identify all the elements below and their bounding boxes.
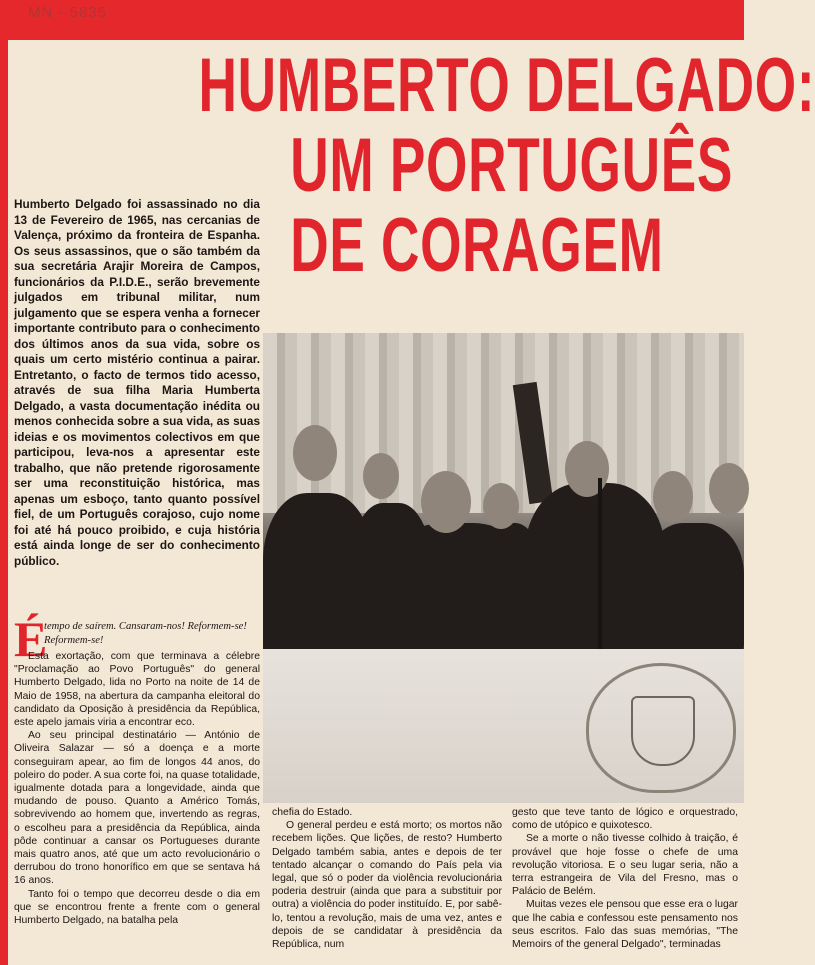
paragraph: chefia do Estado. <box>272 807 353 818</box>
paragraph: Muitas vezes ele pensou que esse era o lugar que lhe cabia e confessou este pensamento nos seus escritos. Falo das suas memórias, "The Memoirs of the general Delgado", terminadas <box>512 899 738 951</box>
photo-head <box>363 453 399 499</box>
paragraph: O general perdeu e está morto; os mortos não recebem lições. Que lições, de resto? Humberto Delgado também sabia, antes e depois de ter tentado alcançar o comando do País pela via legal, que só o poder da violência revolucionária poderia destruir (ainda que para a substituir por outra) a violência do poder instituído. E, por sabê-lo, tentou a revolução, mais de uma vez, antes e depois de se candidatar à presidência da República, num <box>272 820 502 951</box>
photo-head <box>293 425 337 481</box>
lede-quote: tempo de saírem. Cansaram-nos! Reformem-se! Reformem-se! <box>44 621 247 646</box>
rally-photo <box>263 333 744 803</box>
coat-of-arms-icon <box>586 663 736 793</box>
headline-line-3: DE CORAGEM <box>290 203 664 288</box>
body-column-3 <box>512 806 738 951</box>
intro-paragraph: Humberto Delgado foi assassinado no dia 13 de Fevereiro de 1965, nas cercanias de Valença, próximo da fronteira de Espanha. Os seus assassinos, que o são também da sua secretária Arajir Moreira de Campos, funcionários da P.I.D.E., serão brevemente julgados em tribunal militar, num julgamento que se espera venha a fornecer importante contributo para o conhecimento dos últimos anos da sua vida, sobre os quais um certo mistério continua a pairar. Entretanto, o facto de termos tido acesso, através de sua filha Maria Humberta Delgado, a vasta documentação inédita ou menos conhecida sobre a sua vida, as suas ideias e os movimentos colectivos em que participou, leva-nos a apresentar este trabalho, que não pretende rigorosamente ser uma reconstituição histórica, mas apenas um esboço, tanto quanto possível fiel, de um Português corajoso, cujo nome foi até há pouco proibido, e cuja história está ainda longe de ser do conhecimento público. <box>14 197 260 568</box>
photo-microphone <box>598 478 602 658</box>
photo-head <box>653 471 693 523</box>
photo-head <box>421 471 471 533</box>
paragraph: Se a morte o não tivesse colhido à traição, é provável que hoje fosse o chefe de uma revolução vitoriosa. E o seu lugar seria, não a terra estrangeira de Vila del Fresno, mas o Palácio de Belém. <box>512 833 738 898</box>
red-left-border <box>0 0 8 965</box>
headline <box>198 43 815 288</box>
paragraph: Tanto foi o tempo que decorreu desde o dia em que se encontrou frente a frente com o general Humberto Delgado, na batalha pela <box>14 888 260 927</box>
headline-line-2: UM PORTUGUÊS <box>290 123 734 208</box>
photo-head <box>483 483 519 529</box>
photo-figure <box>643 523 744 653</box>
drop-cap: É <box>14 611 48 667</box>
paragraph: Esta exortação, com que terminava a célebre "Proclamação ao Povo Português" do general Humberto Delgado, lida no Porto na noite de 14 de Maio de 1958, na abertura da campanha eleitoral do candidato da Oposição à presidência da República, este apelo jamais viria a encontrar eco. <box>14 651 260 729</box>
photo-head <box>565 441 609 497</box>
paragraph: gesto que teve tanto de lógico e orquestrado, como de utópico e quixotesco. <box>512 807 738 832</box>
body-column-1 <box>14 650 260 927</box>
red-top-border <box>0 0 744 40</box>
body-column-2 <box>272 806 502 951</box>
photo-head <box>709 463 749 515</box>
archive-stamp: MN - 5835 <box>28 4 108 21</box>
paragraph: Ao seu principal destinatário — António de Oliveira Salazar — só a doença e a morte conseguiram apear, ao fim de longos 44 anos, do poleiro do poder. A sua corte foi, na quase totalidade, igualmente dotada para a longevidade, ainda que mudando de pouso. Quanto a Américo Tomás, sobrevivendo ao homem que, invertendo as regras, o escolheu para a presidência da República, ainda pôde continuar a cansar os Portugueses durante mais quatro anos, até que um acto revolucionário o derrubou do trono honorífico em que se sentava há 16 anos. <box>14 730 260 887</box>
headline-line-1: HUMBERTO DELGADO: <box>198 43 815 128</box>
